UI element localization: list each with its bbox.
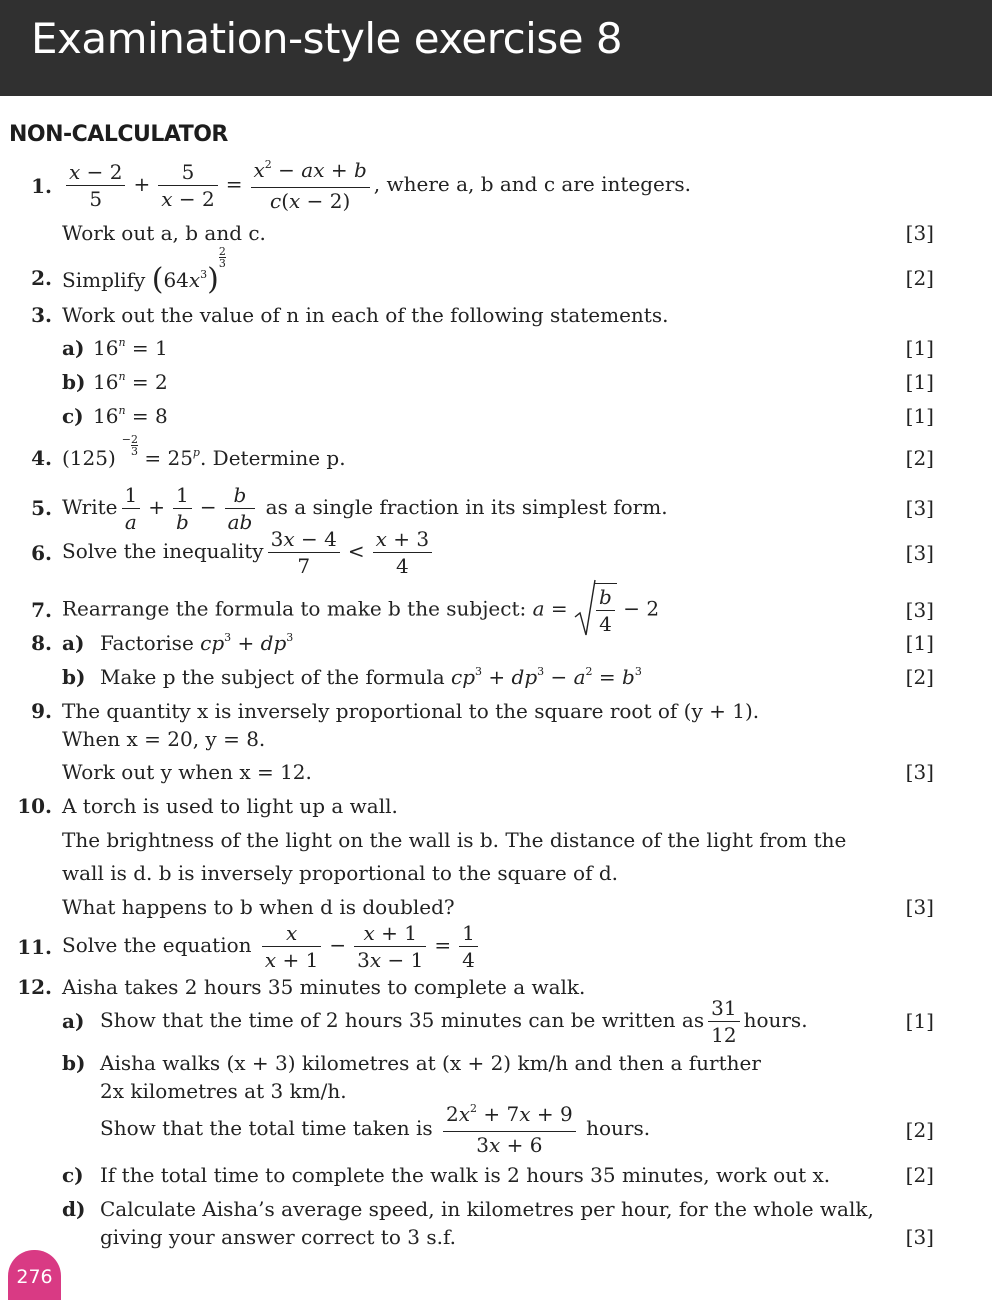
marks: [3] (905, 541, 934, 565)
page-number-badge (8, 1250, 61, 1300)
question-10-line4: What happens to b when d is doubled? (62, 895, 455, 919)
question-number: 1. (31, 174, 52, 198)
section-heading: NON-CALCULATOR (9, 122, 228, 147)
question-12a-post: hours. (743, 1008, 808, 1032)
question-number: 12. (17, 975, 52, 999)
question-4-equation: (125)− $\frac{2}{3}$ = $25^p$. Determine p. (62, 433, 346, 470)
part-label: a) (62, 336, 85, 360)
question-3-text: Work out the value of n in each of the following statements. (62, 303, 669, 327)
question-11-text: Solve the equation $\frac{x}{x + 1}$ − $\frac{x + 1}{3x - 1}$ = $\frac{1}{4}$ (62, 920, 482, 973)
question-7-pre: Rearrange the formula to make b the subject: (62, 596, 527, 621)
question-12d-line2: giving your answer correct to 3 s.f. (100, 1225, 456, 1249)
question-12a-text: Show that the time of 2 hours 35 minutes can be written as $\frac{31}{12}$ hours. (100, 996, 808, 1047)
question-8b-text: Make p the subject of the formula $cp^3 + dp^3 - a^2 = b^3$ (100, 665, 642, 689)
marks: [2] (905, 446, 934, 470)
question-number: 3. (31, 303, 52, 327)
question-7-text: Rearrange the formula to make b the subject: a = $\frac{b}{4}$ − 2 (62, 583, 659, 637)
question-8a-text: Factorise $cp^3 + dp^3$ (100, 631, 294, 655)
question-number: 6. (31, 541, 52, 565)
marks: [1] (905, 336, 934, 360)
question-10-line2: The brightness of the light on the wall is b. The distance of the light from the (62, 828, 847, 852)
question-2-label: Simplify (62, 268, 146, 292)
question-3a-equation: $16^n = 1$ (93, 336, 168, 360)
question-1-tail: , where a, b and c are integers. (373, 172, 692, 196)
question-2-text: Simplify $(64x^3)$ $\frac{2}{3}$ (62, 245, 226, 297)
marks: [1] (905, 370, 934, 394)
question-6-text: Solve the inequality $\frac{3x - 4}{7}$ < $\frac{x + 3}{4}$ (62, 526, 436, 579)
marks: [2] (905, 266, 934, 290)
question-6-pre: Solve the inequality (62, 539, 264, 563)
marks: [3] (905, 496, 934, 520)
question-3c-equation: $16^n = 8$ (93, 404, 168, 428)
question-number: 11. (17, 935, 52, 959)
exercise-title: Examination-style exercise 8 (31, 14, 623, 63)
part-label: b) (62, 665, 86, 689)
question-12b-line1: Aisha walks (x + 3) kilometres at (x + 2) km/h and then a further (100, 1051, 761, 1075)
question-12a-pre: Show that the time of 2 hours 35 minutes can be written as (100, 1008, 705, 1032)
question-5-post: as a single fraction in its simplest form. (265, 495, 668, 519)
question-3b-equation: $16^n = 2$ (93, 370, 168, 394)
part-label: a) (62, 631, 85, 655)
chapter-header (0, 0, 992, 96)
question-12b-line2: 2x kilometres at 3 km/h. (100, 1079, 347, 1103)
question-12b-pre: Show that the total time taken is (100, 1116, 433, 1140)
question-12b-post: hours. (586, 1116, 651, 1140)
question-12-line1: Aisha takes 2 hours 35 minutes to complete a walk. (62, 975, 586, 999)
question-5-pre: Write (62, 495, 118, 519)
question-number: 5. (31, 496, 52, 520)
marks: [3] (905, 760, 934, 784)
question-8a-label: Factorise (100, 631, 194, 655)
marks: [2] (905, 665, 934, 689)
question-9-line2: When x = 20, y = 8. (62, 727, 266, 751)
marks: [2] (905, 1163, 934, 1187)
marks: [3] (905, 221, 934, 245)
marks: [1] (905, 1009, 934, 1033)
question-5-text: Write $\frac{1}{a}$ + $\frac{1}{b}$ − $\frac{b}{ab}$ as a single fraction in its simplest form. (62, 483, 668, 534)
marks: [3] (905, 598, 934, 622)
marks: [3] (905, 895, 934, 919)
question-10-line1: A torch is used to light up a wall. (62, 794, 398, 818)
question-number: 9. (31, 699, 52, 723)
question-8b-label: Make p the subject of the formula (100, 665, 445, 689)
question-1-equation: $\frac{x - 2}{5}$ + $\frac{5}{x - 2}$ = $\frac{x^2 - ax + b}{c(x - 2)}$ , where a, b and c are integers. (62, 157, 691, 214)
part-label: b) (62, 370, 86, 394)
question-12c-text: If the total time to complete the walk is 2 hours 35 minutes, work out x. (100, 1163, 831, 1187)
question-number: 4. (31, 446, 52, 470)
marks: [2] (905, 1118, 934, 1142)
square-root-sign (574, 579, 596, 637)
question-9-line1: The quantity x is inversely proportional to the square root of (y + 1). (62, 699, 760, 723)
question-12b-line3: Show that the total time taken is $\frac{2x^2 + 7x + 9}{3x + 6}$ hours. (100, 1102, 651, 1157)
part-label: c) (62, 404, 84, 428)
question-number: 8. (31, 631, 52, 655)
question-1-instruction: Work out a, b and c. (62, 221, 266, 245)
question-number: 7. (31, 598, 52, 622)
question-number: 2. (31, 266, 52, 290)
page-number: 276 (16, 1266, 53, 1288)
question-number: 10. (17, 794, 52, 818)
part-label: b) (62, 1051, 86, 1075)
question-4-tail: . Determine p. (199, 446, 346, 470)
question-12d-line1: Calculate Aisha’s average speed, in kilometres per hour, for the whole walk, (100, 1197, 874, 1221)
marks: [3] (905, 1225, 934, 1249)
part-label: d) (62, 1197, 86, 1221)
question-11-pre: Solve the equation (62, 933, 252, 957)
part-label: c) (62, 1163, 84, 1187)
part-label: a) (62, 1009, 85, 1033)
question-10-line3: wall is d. b is inversely proportional to the square of d. (62, 861, 619, 885)
marks: [1] (905, 631, 934, 655)
marks: [1] (905, 404, 934, 428)
question-9-line3: Work out y when x = 12. (62, 760, 312, 784)
